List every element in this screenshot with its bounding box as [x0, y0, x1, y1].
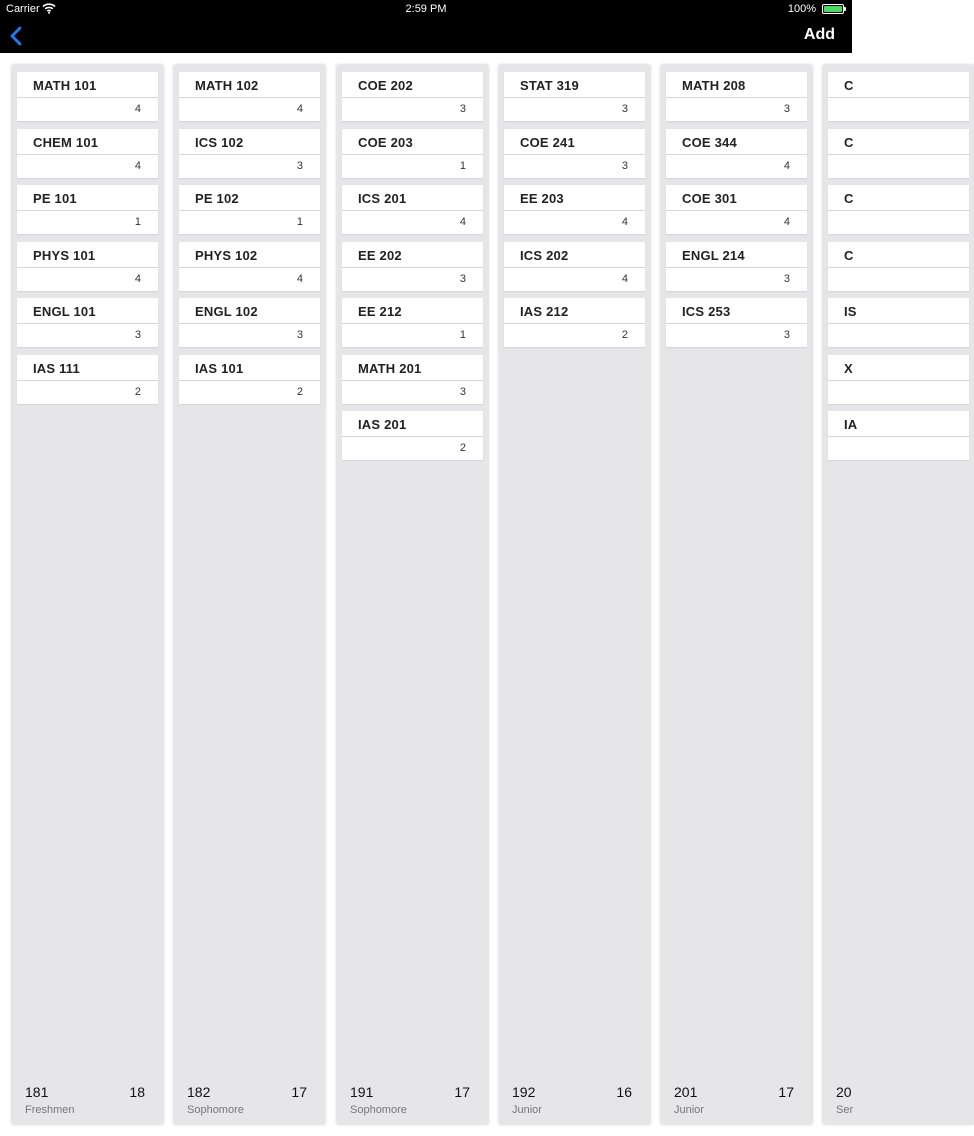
course-code: EE 203	[520, 191, 564, 206]
card-divider	[342, 267, 483, 268]
course-card[interactable]	[17, 298, 158, 347]
course-credits: 4	[134, 159, 141, 172]
course-code: IA	[844, 417, 858, 432]
total-credits: 17	[291, 1084, 307, 1100]
add-button[interactable]: Add	[803, 26, 835, 43]
battery-percent: 100%	[787, 3, 816, 15]
card-divider	[179, 154, 320, 155]
course-card[interactable]	[342, 129, 483, 178]
course-card[interactable]	[17, 355, 158, 404]
card-divider	[828, 323, 969, 324]
card-divider	[828, 97, 969, 98]
term-number: 181	[25, 1084, 49, 1100]
course-card[interactable]	[179, 242, 320, 291]
course-code: PE 102	[195, 191, 239, 206]
semester-column[interactable]	[337, 65, 488, 1124]
course-credits: 4	[621, 216, 628, 228]
course-credits: 3	[621, 103, 628, 115]
total-credits: 16	[616, 1084, 632, 1100]
course-credits: 2	[134, 385, 141, 398]
course-code: IAS 201	[358, 417, 407, 432]
course-credits: 3	[459, 272, 466, 285]
course-credits: 2	[621, 329, 628, 341]
course-card[interactable]	[17, 129, 158, 178]
course-card[interactable]	[342, 355, 483, 404]
course-credits: 3	[296, 159, 303, 172]
course-card[interactable]	[504, 185, 645, 234]
course-code: IAS 212	[520, 304, 569, 319]
course-credits: 1	[296, 216, 303, 228]
total-credits: 18	[129, 1084, 145, 1100]
course-code: COE 202	[358, 78, 413, 93]
course-card[interactable]	[666, 185, 807, 234]
card-divider	[342, 436, 483, 437]
course-credits: 4	[459, 216, 466, 228]
total-credits: 17	[778, 1084, 794, 1100]
course-code: PHYS 102	[195, 247, 258, 263]
semester-column[interactable]	[12, 65, 163, 1124]
card-divider	[342, 323, 483, 324]
course-card[interactable]	[828, 72, 969, 121]
course-code: CHEM 101	[33, 134, 99, 150]
course-credits: 4	[783, 159, 790, 172]
course-card[interactable]	[342, 411, 483, 460]
course-code: COE 241	[520, 134, 575, 150]
course-code: MATH 208	[682, 78, 746, 93]
course-code: C	[844, 78, 854, 93]
navigation-bar	[0, 18, 852, 53]
card-divider	[17, 323, 158, 324]
card-divider	[17, 380, 158, 381]
card-divider	[828, 380, 969, 381]
course-credits: 3	[459, 385, 466, 398]
course-card[interactable]	[179, 129, 320, 178]
card-divider	[828, 267, 969, 268]
term-number: 191	[350, 1084, 374, 1100]
card-divider	[342, 380, 483, 381]
course-credits: 1	[459, 329, 466, 341]
course-code: EE 212	[358, 304, 402, 319]
class-level: Freshmen	[25, 1104, 75, 1116]
semester-column[interactable]	[661, 65, 812, 1124]
class-level: Sophomore	[350, 1104, 407, 1116]
course-card[interactable]	[828, 355, 969, 404]
course-card[interactable]	[666, 72, 807, 121]
course-credits: 4	[296, 103, 303, 115]
course-code: ICS 102	[195, 134, 244, 150]
course-code: PE 101	[33, 191, 77, 206]
card-divider	[666, 97, 807, 98]
course-card[interactable]	[504, 298, 645, 347]
course-card[interactable]	[17, 242, 158, 291]
course-card[interactable]	[666, 298, 807, 347]
course-card[interactable]	[828, 298, 969, 347]
term-number: 20	[836, 1084, 852, 1100]
semester-column[interactable]	[499, 65, 650, 1124]
course-card[interactable]	[17, 72, 158, 121]
course-credits: 4	[783, 216, 790, 228]
card-divider	[666, 210, 807, 211]
class-level: Sophomore	[187, 1104, 244, 1116]
course-credits: 4	[134, 103, 141, 115]
card-divider	[17, 210, 158, 211]
course-code: STAT 319	[520, 78, 579, 93]
chevron-left-icon[interactable]	[6, 23, 28, 49]
card-divider	[504, 154, 645, 155]
class-level: Junior	[512, 1104, 542, 1116]
status-bar	[0, 0, 852, 18]
card-divider	[179, 267, 320, 268]
card-divider	[666, 323, 807, 324]
course-code: C	[844, 247, 854, 263]
card-divider	[666, 267, 807, 268]
battery-icon	[822, 4, 844, 14]
course-card[interactable]	[342, 242, 483, 291]
course-card[interactable]	[17, 185, 158, 234]
course-code: ENGL 214	[682, 247, 745, 263]
course-card[interactable]	[504, 129, 645, 178]
course-card[interactable]	[504, 242, 645, 291]
course-credits: 4	[296, 272, 303, 285]
course-code: ENGL 101	[33, 304, 96, 319]
course-credits: 2	[296, 385, 303, 398]
card-divider	[17, 267, 158, 268]
card-divider	[504, 210, 645, 211]
course-credits: 3	[783, 329, 790, 341]
course-credits: 3	[296, 329, 303, 341]
course-code: IAS 111	[33, 360, 80, 376]
course-credits: 3	[783, 272, 790, 285]
total-credits: 17	[454, 1084, 470, 1100]
course-card[interactable]	[342, 72, 483, 121]
course-code: COE 203	[358, 134, 413, 150]
course-code: C	[844, 134, 854, 150]
course-card[interactable]	[179, 298, 320, 347]
card-divider	[828, 210, 969, 211]
card-divider	[17, 97, 158, 98]
card-divider	[504, 97, 645, 98]
course-code: ICS 201	[358, 191, 407, 206]
semester-column[interactable]	[174, 65, 325, 1124]
course-code: EE 202	[358, 247, 402, 263]
course-code: PHYS 101	[33, 247, 96, 263]
course-code: X	[844, 360, 853, 376]
course-credits: 1	[134, 216, 141, 228]
course-card[interactable]	[179, 355, 320, 404]
course-card[interactable]	[179, 72, 320, 121]
semester-board[interactable]	[0, 53, 858, 1136]
course-card[interactable]	[828, 129, 969, 178]
term-number: 182	[187, 1084, 211, 1100]
course-code: COE 301	[682, 191, 737, 206]
term-number: 192	[512, 1084, 536, 1100]
class-level: Junior	[674, 1104, 704, 1116]
course-code: MATH 101	[33, 78, 97, 93]
card-divider	[179, 210, 320, 211]
course-code: ICS 253	[682, 304, 731, 319]
course-code: IS	[844, 304, 857, 319]
card-divider	[179, 97, 320, 98]
course-card[interactable]	[666, 129, 807, 178]
course-card[interactable]	[342, 185, 483, 234]
card-divider	[342, 210, 483, 211]
course-card[interactable]	[179, 185, 320, 234]
course-credits: 1	[459, 159, 466, 172]
card-divider	[828, 154, 969, 155]
course-code: ENGL 102	[195, 304, 258, 319]
term-number: 201	[674, 1084, 698, 1100]
card-divider	[504, 323, 645, 324]
card-divider	[828, 436, 969, 437]
course-credits: 3	[459, 103, 466, 115]
course-card[interactable]	[828, 242, 969, 291]
course-card[interactable]	[504, 72, 645, 121]
course-code: C	[844, 191, 854, 206]
course-code: MATH 102	[195, 78, 259, 93]
course-credits: 3	[783, 103, 790, 115]
card-divider	[179, 380, 320, 381]
course-card[interactable]	[342, 298, 483, 347]
card-divider	[179, 323, 320, 324]
course-card[interactable]	[828, 411, 969, 460]
course-credits: 4	[134, 272, 141, 285]
carrier-label: Carrier	[6, 3, 40, 15]
semester-column[interactable]	[823, 65, 974, 1124]
class-level: Ser	[836, 1104, 854, 1116]
card-divider	[17, 154, 158, 155]
card-divider	[504, 267, 645, 268]
course-card[interactable]	[828, 185, 969, 234]
course-credits: 3	[134, 329, 141, 341]
course-credits: 3	[621, 159, 628, 172]
card-divider	[342, 97, 483, 98]
course-code: COE 344	[682, 134, 737, 150]
course-credits: 4	[621, 272, 628, 285]
course-code: IAS 101	[195, 360, 244, 376]
course-code: ICS 202	[520, 247, 569, 263]
card-divider	[666, 154, 807, 155]
course-credits: 2	[459, 442, 466, 454]
card-divider	[342, 154, 483, 155]
clock: 2:59 PM	[405, 3, 447, 15]
course-card[interactable]	[666, 242, 807, 291]
course-code: MATH 201	[358, 360, 422, 376]
